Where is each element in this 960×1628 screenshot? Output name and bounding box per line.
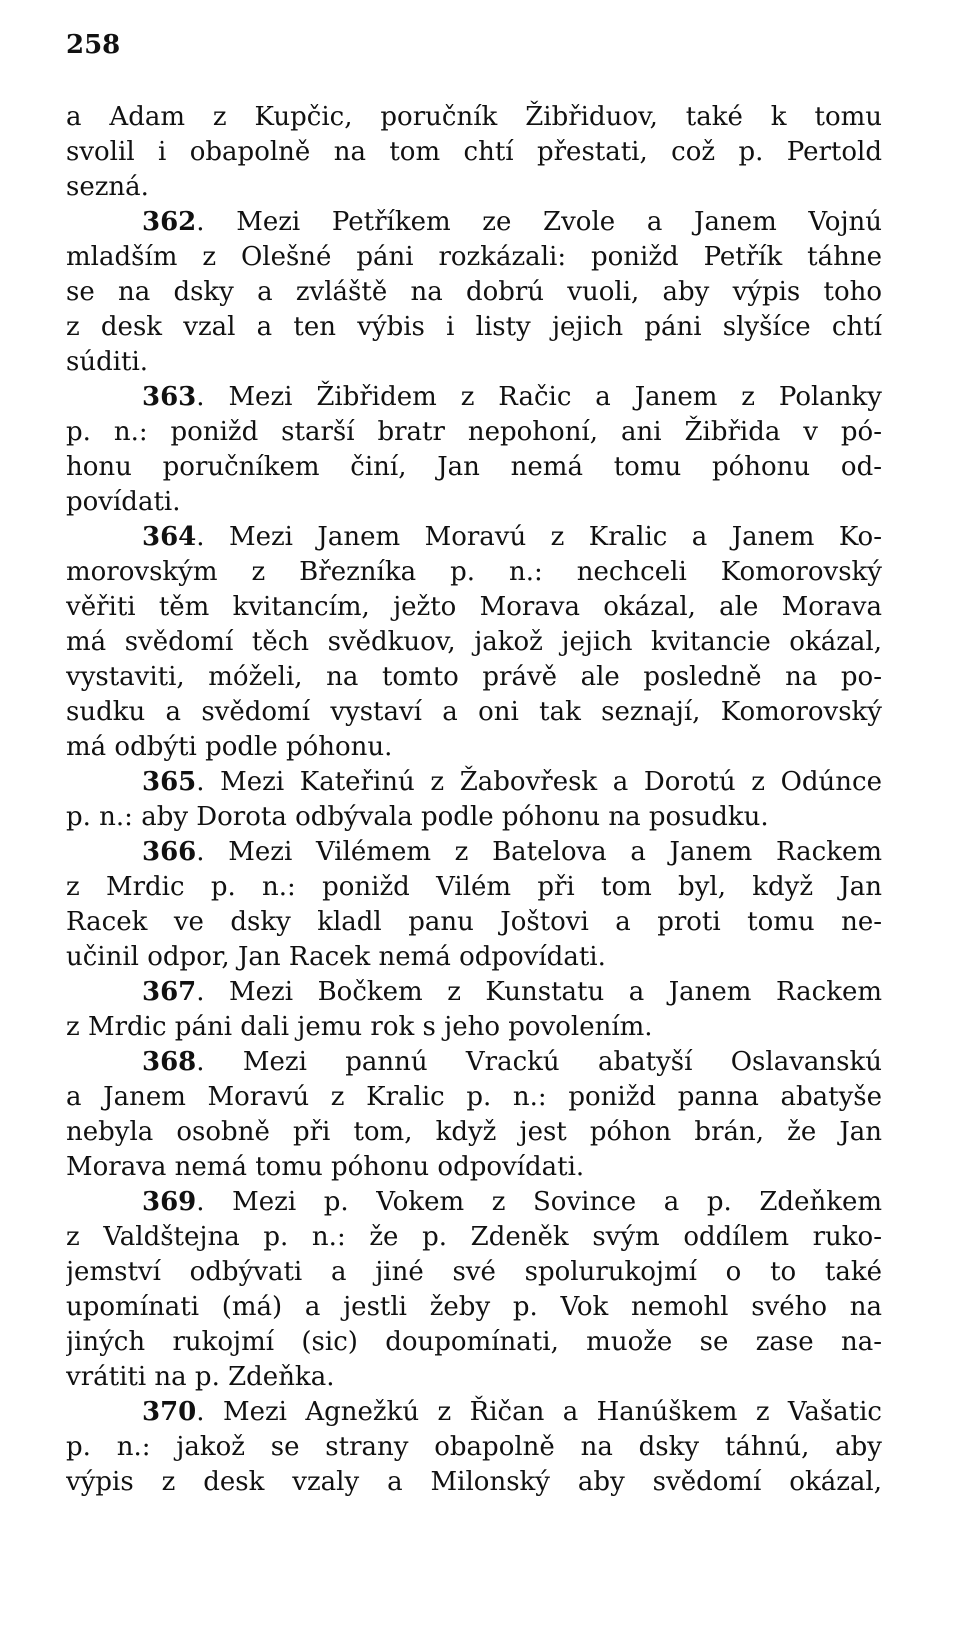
line-text: mladším z Olešné páni rozkázali: ponižd Petřík táhne xyxy=(66,242,882,272)
line-text: Racek ve dsky kladl panu Joštovi a proti tomu ne- xyxy=(66,907,882,937)
line-text: svolil i obapolně na tom chtí přestati, což p. Pertold xyxy=(66,137,882,167)
line-text: vystaviti, móželi, na tomto právě ale posledně na po- xyxy=(66,662,882,692)
paragraph-start-line xyxy=(66,1185,882,1220)
line-text: z desk vzal a ten výbis i listy jejich páni slyšíce chtí xyxy=(66,312,882,342)
paragraph-start-line xyxy=(66,520,882,555)
text-line xyxy=(66,1430,882,1465)
paragraph-number: 370 xyxy=(142,1397,197,1427)
text-line xyxy=(66,170,882,205)
paragraph-start-line xyxy=(66,975,882,1010)
line-text: věřiti těm kvitancím, ježto Morava okázal, ale Morava xyxy=(66,592,882,622)
line-text: z Mrdic p. n.: ponižd Vilém při tom byl, když Jan xyxy=(66,872,882,902)
line-text: . Mezi p. Vokem z Sovince a p. Zdeňkem xyxy=(196,1187,882,1217)
paragraph-start-line xyxy=(66,1045,882,1080)
line-text: sudku a svědomí vystaví a oni tak seznají, Komorovský xyxy=(66,697,882,727)
line-text: . Mezi Petříkem ze Zvole a Janem Vojnú xyxy=(196,207,882,237)
text-line xyxy=(66,1465,882,1500)
line-text: . Mezi Agnežkú z Řičan a Hanúškem z Vašatic xyxy=(196,1397,882,1427)
paragraph-number: 365 xyxy=(142,767,197,797)
text-line xyxy=(66,345,882,380)
line-text: vrátiti na p. Zdeňka. xyxy=(66,1362,335,1392)
text-line xyxy=(66,730,882,765)
text-line xyxy=(66,625,882,660)
paragraph-start-line xyxy=(66,205,882,240)
paragraph-number: 366 xyxy=(142,837,197,867)
line-text: p. n.: ponižd starší bratr nepohoní, ani Žibřida v pó- xyxy=(66,417,882,447)
line-text: učinil odpor, Jan Racek nemá odpovídati. xyxy=(66,942,606,972)
line-text: má odbýti podle póhonu. xyxy=(66,732,393,762)
line-text: . Mezi Bočkem z Kunstatu a Janem Rackem xyxy=(196,977,882,1007)
paragraph-number: 369 xyxy=(142,1187,197,1217)
line-text: a Adam z Kupčic, poručník Žibřiduov, také k tomu xyxy=(66,102,882,132)
text-line xyxy=(66,940,882,975)
line-text: a Janem Moravú z Kralic p. n.: ponižd panna abatyše xyxy=(66,1082,882,1112)
line-text: jiných rukojmí (sic) doupomínati, muože se zase na- xyxy=(66,1327,882,1357)
text-line xyxy=(66,1360,882,1395)
text-line xyxy=(66,1010,882,1045)
text-line xyxy=(66,310,882,345)
line-text: . Mezi pannú Vrackú abatyší Oslavanskú xyxy=(196,1047,882,1077)
line-text: . Mezi Kateřinú z Žabovřesk a Dorotú z Odúnce xyxy=(196,767,882,797)
line-text: z Mrdic páni dali jemu rok s jeho povolením. xyxy=(66,1012,653,1042)
line-text: Morava nemá tomu póhonu odpovídati. xyxy=(66,1152,585,1182)
line-text: upomínati (má) a jestli žeby p. Vok nemohl svého na xyxy=(66,1292,882,1322)
text-line xyxy=(66,240,882,275)
paragraph-start-line xyxy=(66,1395,882,1430)
paragraph-number: 362 xyxy=(142,207,197,237)
text-line xyxy=(66,695,882,730)
line-text: výpis z desk vzaly a Milonský aby svědomí okázal, xyxy=(66,1467,882,1497)
line-text: p. n.: jakož se strany obapolně na dsky táhnú, aby xyxy=(66,1432,882,1462)
line-text: jemství odbývati a jiné své spolurukojmí o to také xyxy=(66,1257,882,1287)
text-line xyxy=(66,1220,882,1255)
text-line xyxy=(66,870,882,905)
line-text: má svědomí těch svědkuov, jakož jejich kvitancie okázal, xyxy=(66,627,882,657)
line-text: nebyla osobně při tom, když jest póhon brán, že Jan xyxy=(66,1117,882,1147)
text-line xyxy=(66,415,882,450)
line-text: p. n.: aby Dorota odbývala podle póhonu na posudku. xyxy=(66,802,769,832)
line-text: se na dsky a zvláště na dobrú vuoli, aby výpis toho xyxy=(66,277,882,307)
text-line xyxy=(66,1290,882,1325)
text-line xyxy=(66,1255,882,1290)
text-line xyxy=(66,275,882,310)
paragraph-start-line xyxy=(66,835,882,870)
text-line xyxy=(66,660,882,695)
line-text: . Mezi Žibřidem z Račic a Janem z Polanky xyxy=(196,382,882,412)
paragraph-number: 364 xyxy=(142,522,197,552)
text-line xyxy=(66,100,882,135)
text-line xyxy=(66,555,882,590)
paragraph-number: 367 xyxy=(142,977,197,1007)
line-text: . Mezi Vilémem z Batelova a Janem Rackem xyxy=(196,837,882,867)
text-line xyxy=(66,1325,882,1360)
line-text: . Mezi Janem Moravú z Kralic a Janem Ko- xyxy=(196,522,882,552)
text-line xyxy=(66,135,882,170)
line-text: povídati. xyxy=(66,487,181,517)
text-line xyxy=(66,1150,882,1185)
line-text: súditi. xyxy=(66,347,149,377)
paragraph-number: 368 xyxy=(142,1047,197,1077)
text-line xyxy=(66,450,882,485)
text-line xyxy=(66,1080,882,1115)
text-line xyxy=(66,1115,882,1150)
text-line xyxy=(66,485,882,520)
body-text xyxy=(66,100,882,1500)
paragraph-number: 363 xyxy=(142,382,197,412)
paragraph-start-line xyxy=(66,765,882,800)
line-text: sezná. xyxy=(66,172,149,202)
line-text: morovským z Březníka p. n.: nechceli Komorovský xyxy=(66,557,882,587)
line-text: honu poručníkem činí, Jan nemá tomu póhonu od- xyxy=(66,452,882,482)
text-line xyxy=(66,590,882,625)
paragraph-start-line xyxy=(66,380,882,415)
page-number: 258 xyxy=(66,30,121,60)
text-line xyxy=(66,800,882,835)
line-text: z Valdštejna p. n.: že p. Zdeněk svým oddílem ruko- xyxy=(66,1222,882,1252)
text-line xyxy=(66,905,882,940)
